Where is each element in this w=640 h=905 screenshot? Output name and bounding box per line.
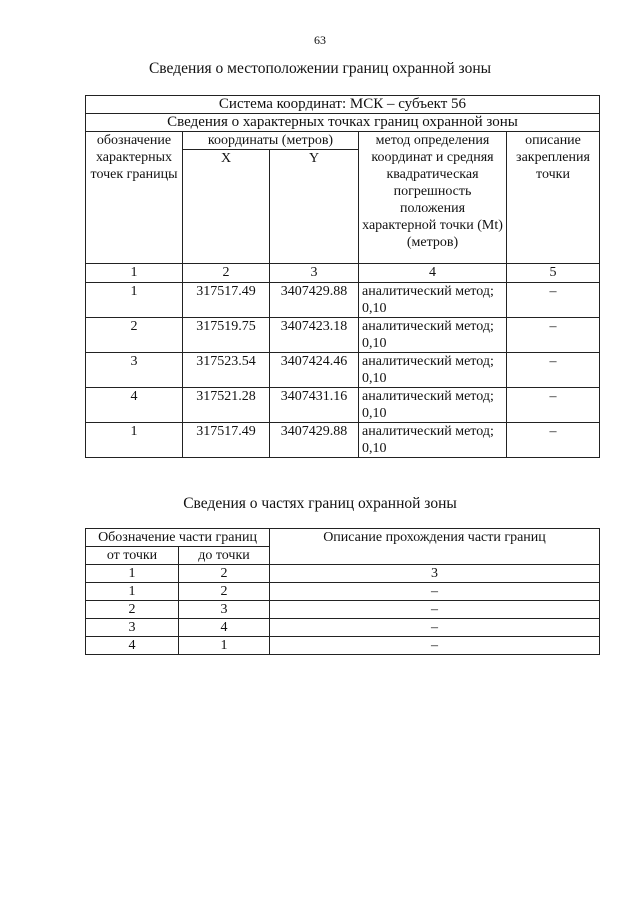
description-cell: – [507,318,600,353]
section-heading-parts: Сведения о частях границ охранной зоны [183,495,457,512]
point-cell: 1 [86,283,183,318]
to-cell: 4 [179,619,270,637]
table-row [86,423,600,458]
point-cell: 3 [86,353,183,388]
description-cell: – [507,353,600,388]
x-cell: 317517.49 [183,423,270,458]
x-cell: 317523.54 [183,353,270,388]
header-y: Y [270,150,359,264]
description-cell: – [507,283,600,318]
header-coordinates: координаты (метров) [183,132,359,150]
boundary-parts-table [85,528,600,655]
table-subtitle: Сведения о характерных точках границ охранной зоны [86,114,600,132]
header-part-designation: Обозначение части границ [86,529,270,547]
table-row [86,318,600,353]
description-cell: – [507,423,600,458]
to-cell: 2 [179,583,270,601]
method-cell: аналитический метод; 0,10 [359,388,507,423]
column-number: 3 [270,565,600,583]
table-row [86,283,600,318]
table-row [86,619,600,637]
x-cell: 317517.49 [183,283,270,318]
page-number: 63 [314,33,326,47]
y-cell: 3407424.46 [270,353,359,388]
column-number: 1 [86,264,183,283]
from-cell: 1 [86,583,179,601]
part-description-cell: – [270,601,600,619]
y-cell: 3407429.88 [270,283,359,318]
part-description-cell: – [270,619,600,637]
y-cell: 3407429.88 [270,423,359,458]
from-cell: 2 [86,601,179,619]
description-cell: – [507,388,600,423]
header-description: описание закрепления точки [507,132,600,264]
point-cell: 2 [86,318,183,353]
header-method: метод определения координат и средняя квадратическая погрешность положения характерной точки (Mt) (метров) [359,132,507,264]
to-cell: 1 [179,637,270,655]
x-cell: 317521.28 [183,388,270,423]
coordinate-system-cell: Система координат: МСК – субъект 56 [86,96,600,114]
method-cell: аналитический метод; 0,10 [359,423,507,458]
column-number: 2 [183,264,270,283]
from-cell: 4 [86,637,179,655]
method-cell: аналитический метод; 0,10 [359,283,507,318]
column-number: 4 [359,264,507,283]
table-row [86,601,600,619]
from-cell: 3 [86,619,179,637]
section-heading-location: Сведения о местоположении границ охранной зоны [148,60,492,77]
header-to-point: до точки [179,547,270,565]
table-row [86,353,600,388]
y-cell: 3407431.16 [270,388,359,423]
characteristic-points-table [85,95,600,458]
table-row [86,388,600,423]
table-row [86,637,600,655]
part-description-cell: – [270,583,600,601]
column-number: 5 [507,264,600,283]
column-number: 3 [270,264,359,283]
method-cell: аналитический метод; 0,10 [359,353,507,388]
method-cell: аналитический метод; 0,10 [359,318,507,353]
point-cell: 4 [86,388,183,423]
to-cell: 3 [179,601,270,619]
point-cell: 1 [86,423,183,458]
header-part-description: Описание прохождения части границ [270,529,600,565]
header-from-point: от точки [86,547,179,565]
header-x: X [183,150,270,264]
y-cell: 3407423.18 [270,318,359,353]
x-cell: 317519.75 [183,318,270,353]
part-description-cell: – [270,637,600,655]
column-number: 2 [179,565,270,583]
header-point-designation: обозначение характерных точек границы [86,132,183,264]
column-number: 1 [86,565,179,583]
table-row [86,583,600,601]
